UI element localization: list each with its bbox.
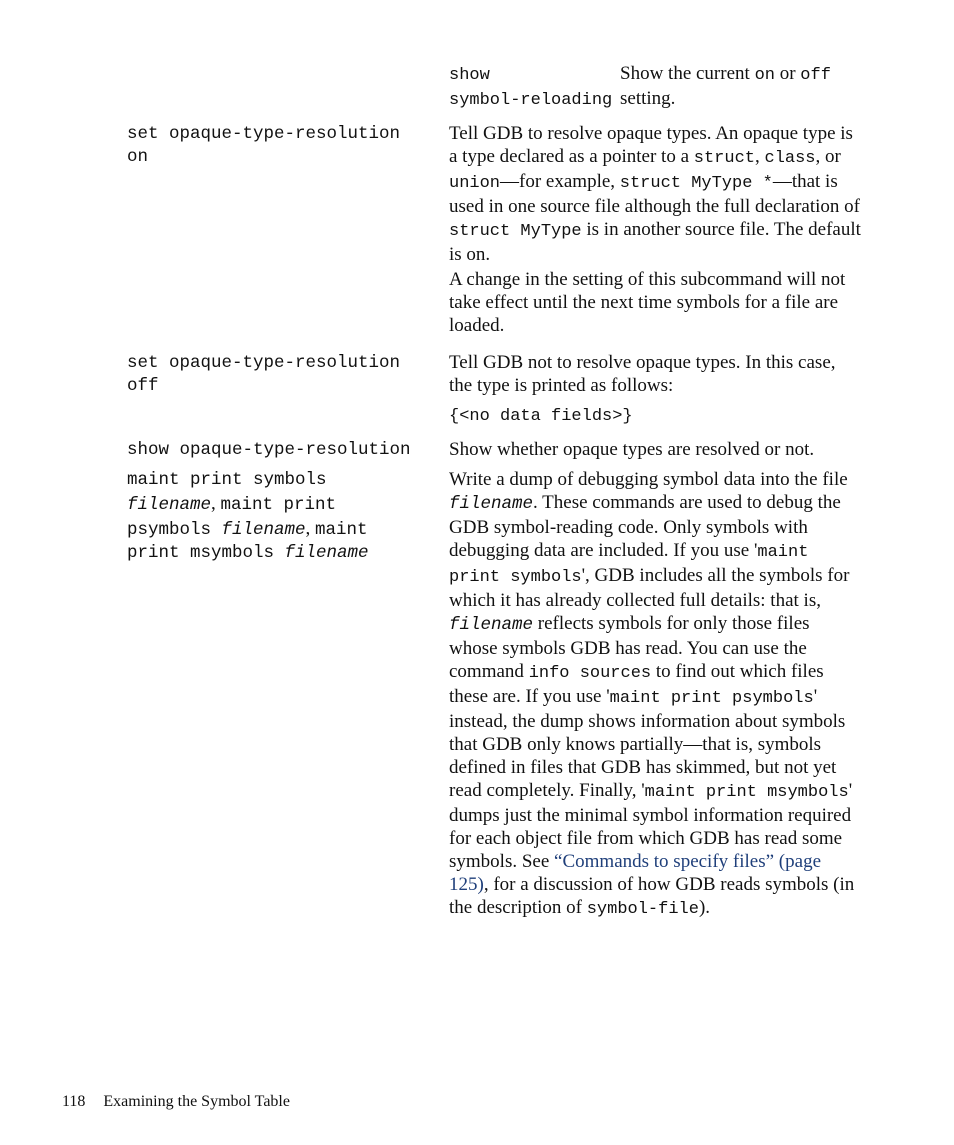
argument: filename [284,543,369,563]
code: maint print msymbols [644,783,849,802]
description-show-opaque: Show whether opaque types are resolved or not. [449,439,815,460]
code: union [449,174,501,193]
text: , [755,146,765,167]
command-line-1: set opaque-type-resolution [127,124,401,144]
command-line-1: show [449,66,490,85]
text: —that is used in one source file although the full declaration of [449,171,861,217]
command-show-symbol-reloading [449,62,619,112]
code: maint print symbols [449,543,809,587]
argument: filename [449,494,534,514]
command-line-2: off [127,376,159,396]
text: maint [315,520,368,540]
text: or [774,63,801,84]
text: , for a discussion of how GDB reads symbols (in the description of [449,874,855,918]
text: reflects symbols for only those files whose symbols GDB has read. You can use the command [449,613,810,682]
description-maint-print-symbols [449,468,861,921]
cross-reference-link[interactable]: “Commands to specify files” (page 125) [449,851,822,895]
text: is in another source file. The default is on. [449,219,861,265]
text: ', GDB includes all the symbols for which it has already collected full details: that is, [449,565,850,611]
text: maint print [220,495,337,515]
code-example-no-data-fields [449,403,861,428]
command-show-opaque: show opaque-type-resolution [127,440,411,460]
command-set-opaque-off [127,352,442,398]
text: ' dumps just the minimal symbol information required for each object file from which GDB has read some symbols. See [449,780,853,872]
argument: filename [127,495,212,515]
code: struct MyType [449,222,582,241]
command-line-2: symbol-reloading [449,91,613,110]
argument: filename [221,520,306,540]
text: , [305,518,316,539]
description-set-opaque-off: Tell GDB not to resolve opaque types. In this case, the type is printed as follows: [449,352,836,396]
command-line-2: on [127,147,149,167]
code: symbol-file [586,900,699,919]
code: class [764,149,816,168]
page-footer [62,1092,290,1112]
argument: filename [449,615,534,635]
text: setting. [620,88,676,109]
code: off [800,66,831,85]
text: psymbols [127,520,212,540]
text: . These commands are used to debug the GDB symbol-reading code. Only symbols with debugging data are included. If you use ' [449,492,841,561]
description-show-symbol-reloading [620,62,865,110]
text: —for example, [500,171,620,192]
command-set-opaque-on [127,123,442,169]
code: info sources [528,664,652,683]
code: on [754,66,775,85]
text: Write a dump of debugging symbol data into the file [449,469,848,490]
text: ' instead, the dump shows information about symbols that GDB only knows partially—that is, symbols defined in files that GDB has skimmed, but not yet read completely. Finally, ' [449,686,846,801]
text: , or [815,146,841,167]
text: , [211,493,221,514]
description-set-opaque-on-note: A change in the setting of this subcommand will not take effect until the next time symbols for a file are loaded. [449,269,846,336]
page-number: 118 [62,1093,86,1110]
command-maint-print-symbols [127,469,442,565]
text: to find out which files these are. If you use ' [449,661,824,707]
text: Tell GDB to resolve opaque types. An opaque type is a type declared as a pointer to a [449,123,853,167]
section-title: Examining the Symbol Table [103,1093,290,1110]
text: ). [698,897,711,918]
text: maint print symbols [127,470,327,490]
text: print msymbols [127,543,275,563]
code: struct [693,149,755,168]
code: {<no data fields>} [449,407,633,426]
command-line-1: set opaque-type-resolution [127,353,401,373]
text: Show the current [620,63,755,84]
description-set-opaque-on [449,122,861,266]
code: struct MyType * [619,174,773,193]
code: maint print psymbols [609,689,814,708]
